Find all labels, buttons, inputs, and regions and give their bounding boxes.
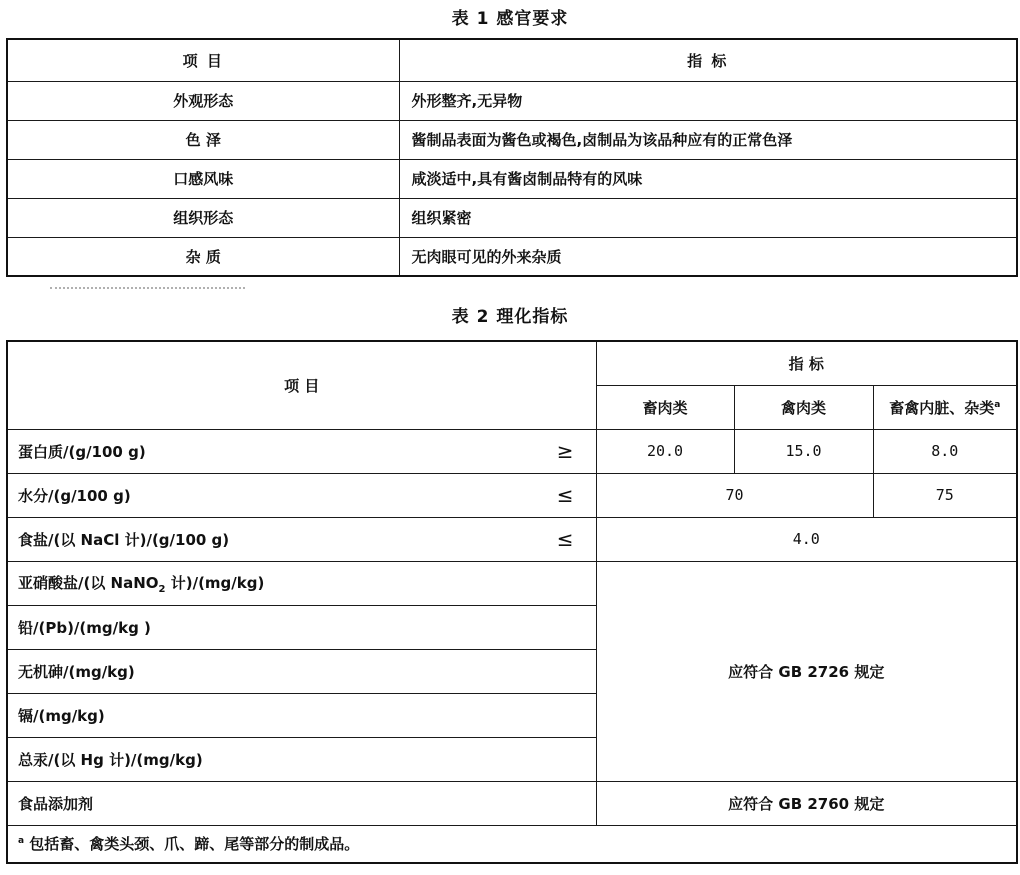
table-row	[7, 517, 1017, 561]
row-item-label: 水分/(g/100 g)	[18, 486, 131, 505]
value-cell: 8.0	[873, 429, 1017, 473]
le-symbol: ≤	[556, 527, 574, 551]
header-col-offal	[873, 385, 1017, 429]
row-item: 色 泽	[7, 120, 399, 159]
table-row	[7, 473, 1017, 517]
row-value: 外形整齐,无异物	[399, 81, 1017, 120]
row-item: 无机砷/(mg/kg)	[7, 649, 596, 693]
table-header-row	[7, 341, 1017, 385]
header-indicator: 指 标	[399, 39, 1017, 81]
footnote-marker: a	[18, 836, 25, 847]
row-item: 总汞/(以 Hg 计)/(mg/kg)	[7, 737, 596, 781]
value-cell: 20.0	[596, 429, 734, 473]
additive-note: 应符合 GB 2760 规定	[596, 781, 1017, 825]
table-row	[7, 561, 1017, 605]
row-item	[7, 429, 596, 473]
row-value: 酱制品表面为酱色或褐色,卤制品为该品种应有的正常色泽	[399, 120, 1017, 159]
header-col-offal-label: 畜禽内脏、杂类	[889, 398, 995, 417]
footnote-marker: a	[994, 399, 1001, 410]
ge-symbol: ≥	[556, 439, 574, 463]
row-item	[7, 517, 596, 561]
row-item-label: 蛋白质/(g/100 g)	[18, 442, 146, 461]
header-col-poultry: 禽肉类	[734, 385, 873, 429]
footnote	[7, 825, 1017, 863]
scan-artifact	[50, 287, 245, 291]
header-col-livestock: 畜肉类	[596, 385, 734, 429]
header-item: 项 目	[7, 39, 399, 81]
footnote-row	[7, 825, 1017, 863]
value-cell: 75	[873, 473, 1017, 517]
row-item-label-post: 计)/(mg/kg)	[165, 573, 265, 592]
row-item-label: 食盐/(以 NaCl 计)/(g/100 g)	[18, 530, 230, 549]
header-indicator: 指 标	[596, 341, 1017, 385]
table-row	[7, 237, 1017, 276]
row-item-label-pre: 亚硝酸盐/(以 NaNO	[18, 573, 159, 592]
table1-title: 表 1 感官要求	[451, 9, 569, 29]
table-row	[7, 429, 1017, 473]
row-item	[7, 561, 596, 605]
row-value: 咸淡适中,具有酱卤制品特有的风味	[399, 159, 1017, 198]
table-row	[7, 120, 1017, 159]
header-item: 项 目	[7, 341, 596, 429]
value-cell: 15.0	[734, 429, 873, 473]
row-item: 镉/(mg/kg)	[7, 693, 596, 737]
value-cell: 4.0	[596, 517, 1017, 561]
value-cell: 70	[596, 473, 873, 517]
row-item: 食品添加剂	[7, 781, 596, 825]
row-item: 杂 质	[7, 237, 399, 276]
le-symbol: ≤	[556, 483, 574, 507]
physicochemical-table	[6, 340, 1018, 864]
row-item: 外观形态	[7, 81, 399, 120]
row-value: 组织紧密	[399, 198, 1017, 237]
sensory-requirements-table	[6, 38, 1018, 277]
table-row	[7, 81, 1017, 120]
footnote-text: 包括畜、禽类头颈、爪、蹄、尾等部分的制成品。	[24, 835, 360, 854]
table-row	[7, 198, 1017, 237]
row-item: 铅/(Pb)/(mg/kg )	[7, 605, 596, 649]
row-item-subscript: 2	[158, 583, 166, 595]
row-value: 无肉眼可见的外来杂质	[399, 237, 1017, 276]
contaminant-note: 应符合 GB 2726 规定	[596, 561, 1017, 781]
row-item	[7, 473, 596, 517]
table2-title: 表 2 理化指标	[451, 307, 569, 327]
table-row	[7, 781, 1017, 825]
table-header-row	[7, 39, 1017, 81]
table-row	[7, 159, 1017, 198]
row-item: 口感风味	[7, 159, 399, 198]
row-item: 组织形态	[7, 198, 399, 237]
